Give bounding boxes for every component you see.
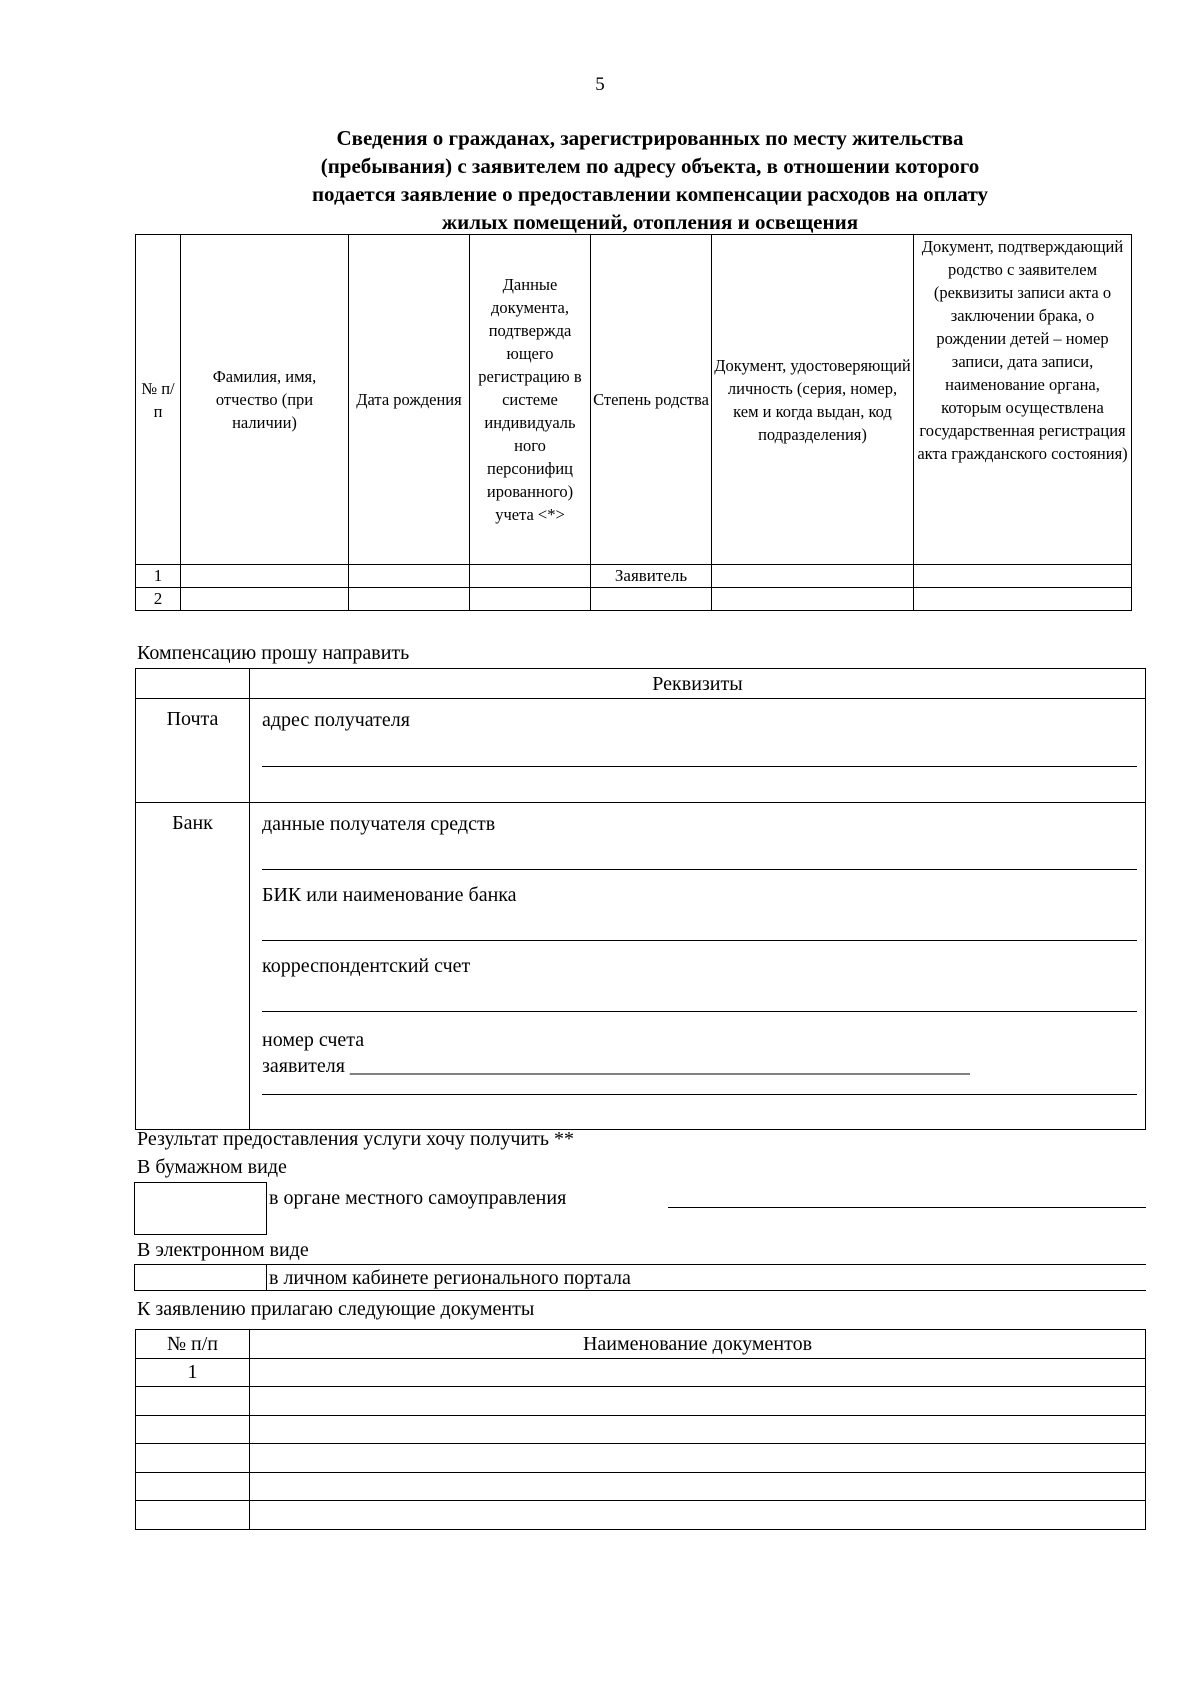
bank-cell (250, 803, 1146, 1130)
electronic-option-bottom-line (266, 1290, 1146, 1291)
table-row (136, 1387, 1146, 1416)
compensation-label: Компенсацию прошу направить (137, 642, 410, 664)
col-header-identity-doc: Документ, удостоверяющий личность (серия, номер, кем и когда выдан, код подразделения) (712, 235, 914, 565)
requisites-header: Реквизиты (250, 669, 1146, 699)
full-name-cell[interactable] (181, 588, 349, 611)
registration-doc-cell[interactable] (470, 565, 591, 588)
title-line: подается заявление о предоставлении компенсации расходов на оплату (311, 182, 989, 206)
col-header-relation: Степень родства (591, 235, 712, 565)
electronic-option-top-line (266, 1264, 1146, 1265)
documents-col-name: Наименование документов (250, 1330, 1146, 1359)
corr-account-line[interactable] (262, 978, 1137, 1012)
bik-line[interactable] (262, 907, 1137, 941)
row-number: 1 (136, 565, 181, 588)
bank-field-corr-account (250, 941, 1145, 1012)
title-line: жилых помещений, отопления и освещения (441, 210, 859, 234)
type-header-cell (136, 669, 250, 699)
paper-option-label: в органе местного самоуправления (269, 1187, 567, 1209)
relation-cell[interactable] (591, 588, 712, 611)
row-number: 2 (136, 588, 181, 611)
table-row (136, 588, 1132, 611)
bank-field-recipient (250, 803, 1145, 870)
bank-field-account (250, 1012, 1145, 1095)
table-row (136, 565, 1132, 588)
document-name-cell[interactable] (250, 1415, 1146, 1444)
table-row (136, 1415, 1146, 1444)
document-number (136, 1415, 250, 1444)
document-number: 1 (136, 1358, 250, 1387)
electronic-option-label: в личном кабинете регионального портала (269, 1267, 631, 1289)
post-label: Почта (136, 699, 250, 803)
identity-doc-cell[interactable] (712, 565, 914, 588)
birth-date-cell[interactable] (349, 565, 470, 588)
page-number: 5 (595, 74, 605, 95)
paper-form-label: В бумажном виде (137, 1156, 287, 1178)
document-number (136, 1444, 250, 1473)
documents-label: К заявлению прилагаю следующие документы (137, 1298, 535, 1320)
electronic-form-label: В электронном виде (137, 1239, 309, 1261)
table-row (136, 1444, 1146, 1473)
form-title (200, 124, 1100, 236)
account-label-line2[interactable]: заявителя ______________________________________________________________ (262, 1055, 970, 1077)
document-name-cell[interactable] (250, 1472, 1146, 1501)
title-line: (пребывания) с заявителем по адресу объекта, в отношении которого (320, 154, 980, 178)
result-label: Результат предоставления услуги хочу получить ** (137, 1128, 574, 1150)
recipient-address-label: адрес получателя (262, 709, 410, 731)
paper-option-checkbox[interactable] (134, 1182, 267, 1235)
post-field (250, 699, 1145, 767)
documents-col-number: № п/п (136, 1330, 250, 1359)
kinship-doc-cell[interactable] (914, 588, 1132, 611)
table-row (136, 1501, 1146, 1530)
recipient-data-line[interactable] (262, 836, 1137, 870)
document-number (136, 1472, 250, 1501)
document-number (136, 1387, 250, 1416)
col-header-birth-date: Дата рождения (349, 235, 470, 565)
paper-option-line[interactable] (668, 1207, 1146, 1208)
col-header-registration-doc: Данные документа, подтвержда ющего регистрацию в системе индивидуаль ного персонифиц ированного) учета <*> (470, 235, 591, 565)
post-cell (250, 699, 1146, 803)
bik-label: БИК или наименование банка (262, 884, 517, 906)
documents-table (135, 1329, 1146, 1530)
table-row (136, 1358, 1146, 1387)
citizens-table (135, 234, 1132, 611)
title-line: Сведения о гражданах, зарегистрированных по месту жительства (336, 126, 964, 150)
recipient-address-line[interactable] (262, 732, 1137, 767)
compensation-table (135, 668, 1146, 1130)
full-name-cell[interactable] (181, 565, 349, 588)
birth-date-cell[interactable] (349, 588, 470, 611)
bank-field-bik (250, 870, 1145, 941)
col-header-full-name: Фамилия, имя, отчество (при наличии) (181, 235, 349, 565)
document-name-cell[interactable] (250, 1501, 1146, 1530)
col-header-number: № п/п (136, 235, 181, 565)
registration-doc-cell[interactable] (470, 588, 591, 611)
bank-label: Банк (136, 803, 250, 1130)
account-label-line1: номер счета (262, 1029, 365, 1051)
document-name-cell[interactable] (250, 1387, 1146, 1416)
account-line[interactable] (262, 1078, 1137, 1095)
recipient-data-label: данные получателя средств (262, 813, 496, 835)
corr-account-label: корреспондентский счет (262, 955, 471, 977)
document-number (136, 1501, 250, 1530)
kinship-doc-cell[interactable] (914, 565, 1132, 588)
table-row (136, 1472, 1146, 1501)
document-name-cell[interactable] (250, 1358, 1146, 1387)
electronic-option-checkbox[interactable] (134, 1264, 267, 1291)
col-header-kinship-doc: Документ, подтверждающий родство с заявителем (реквизиты записи акта о заключении брака, о рождении детей – номер записи, дата записи, наименование органа, которым осуществлена государственная регистрация акта гражданского состояния) (914, 235, 1132, 565)
identity-doc-cell[interactable] (712, 588, 914, 611)
relation-cell: Заявитель (591, 565, 712, 588)
document-name-cell[interactable] (250, 1444, 1146, 1473)
